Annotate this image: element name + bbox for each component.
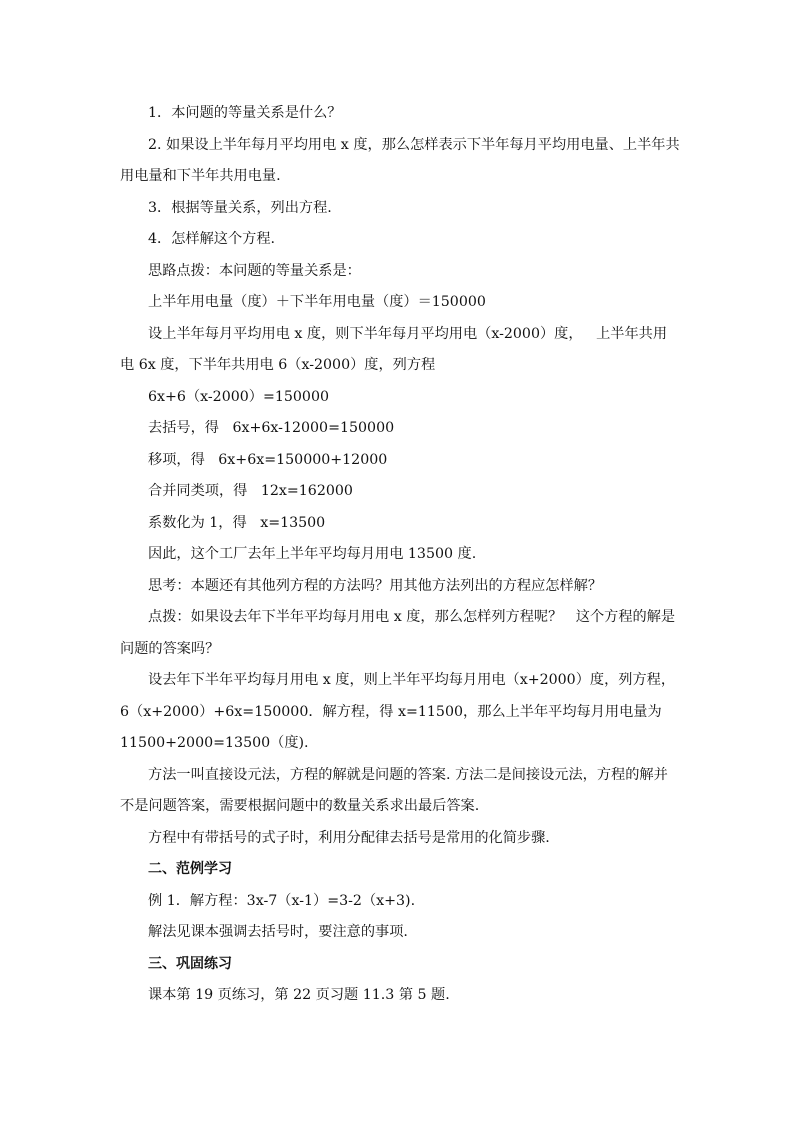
equation-relation: 上半年用电量（度）＋下半年用电量（度）＝150000 — [148, 294, 486, 310]
question-2: 2. 如果设上半年每月平均用电 x 度，那么怎样表示下半年每月平均用电量、上半年共用电量和下半年共用电量. — [120, 136, 680, 184]
example-note: 解法见课本强调去括号时，要注意的事项. — [148, 924, 408, 940]
example-1: 例 1．解方程：3x-7（x-1）=3-2（x+3). — [148, 892, 416, 909]
methods-comparison: 方法一叫直接设元法，方程的解就是问题的答案. 方法二是间接设元法，方程的解并不是问题答案，需要根据问题中的数量关系求出最后答案. — [120, 766, 668, 814]
hint-intro: 思路点拨：本问题的等量关系是： — [148, 262, 361, 279]
question-4: 4．怎样解这个方程. — [148, 231, 276, 247]
question-3: 3．根据等量关系，列出方程. — [148, 199, 332, 216]
conclusion: 因此，这个工厂去年上半年平均每月用电 13500 度. — [148, 546, 477, 562]
section-heading-examples: 二、范例学习 — [148, 861, 232, 877]
practice-assignment: 课本第 19 页练习，第 22 页习题 11.3 第 5 题. — [148, 987, 450, 1003]
setup-paragraph: 设上半年每月平均用电 x 度，则下半年每月平均用电（x-2000）度， 上半年共用电 6x 度，下半年共用电 6（x-2000）度，列方程 — [120, 325, 668, 373]
question-1: 1．本问题的等量关系是什么？ — [148, 105, 342, 121]
equation-line: 6x+6（x-2000）=150000 — [148, 388, 330, 405]
think-question: 思考：本题还有其他列方程的方法吗？用其他方法列出的方程应怎样解？ — [148, 577, 603, 594]
step-transpose: 移项，得 6x+6x=150000+12000 — [148, 451, 388, 468]
document-body — [120, 98, 680, 1012]
method-two-paragraph: 设去年下半年平均每月用电 x 度，则上半年平均每月用电（x+2000）度，列方程，6（x+2000）+6x=150000．解方程，得 x=11500，那么上半年平均每月用电量为 11500+2000=13500（度). — [120, 672, 676, 751]
distributive-note: 方程中有带括号的式子时，利用分配律去括号是常用的化简步骤. — [148, 829, 550, 846]
hint-paragraph: 点拨：如果设去年下半年平均每月用电 x 度，那么怎样列方程呢？ 这个方程的解是问题的答案吗？ — [120, 609, 676, 657]
section-heading-practice: 三、巩固练习 — [148, 955, 232, 972]
step-combine: 合并同类项，得 12x=162000 — [148, 483, 353, 499]
step-expand: 去括号，得 6x+6x-12000=150000 — [148, 420, 395, 436]
step-coefficient: 系数化为 1，得 x=13500 — [148, 514, 326, 531]
